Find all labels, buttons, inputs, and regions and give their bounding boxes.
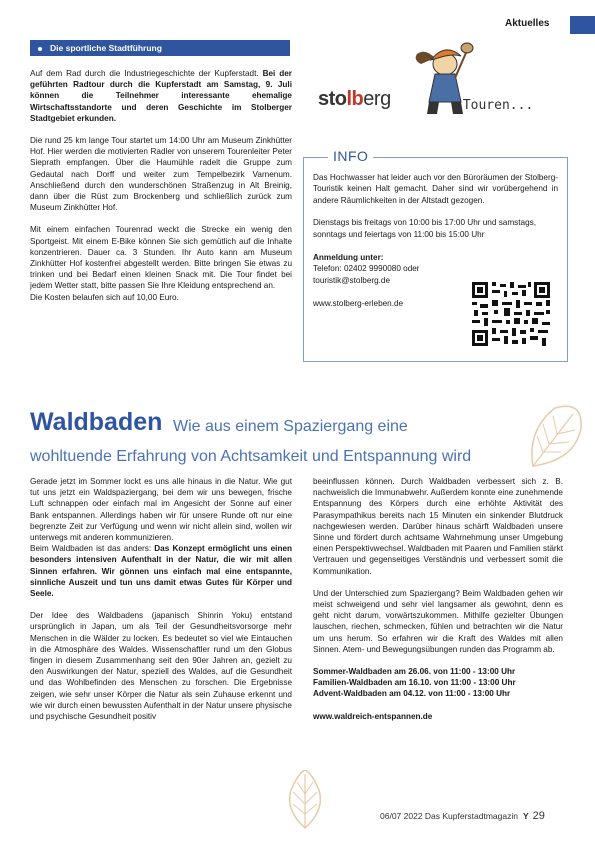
tour-cost: Die Kosten belaufen sich auf 10,00 Euro. <box>30 292 179 302</box>
leaf-icon <box>525 400 587 472</box>
info-registration-label: Anmeldung unter: <box>313 253 384 263</box>
stolberg-logo <box>318 88 391 111</box>
tour-intro-bold: Bei der geführten Radtour durch die Kupferstadt am Samstag, 9. Juli können die Teilnehmer interessante ehemalige Wirtschaftsstandorte und deren Geschichte im Stolberger Stadtgebiet erkunden. <box>30 69 292 123</box>
info-email[interactable]: touristik@stolberg.de <box>313 275 391 285</box>
section-heading: Die sportliche Stadtführung <box>50 43 162 53</box>
logo-part-2: lb <box>346 88 364 110</box>
info-text-1: Das Hochwasser hat leider auch vor den Büroräumen der Stolberg-Touristik keinen Halt gemacht. Daher sind wir vorübergehend in andere Räumlichkeiten in der Altstadt gezogen. <box>313 173 558 205</box>
footer-issue: 06/07 2022 Das Kupferstadtmagazin <box>380 811 518 821</box>
waldbaden-right-column <box>313 476 563 733</box>
waldbaden-p2-plain: Beim Waldbaden ist das anders: <box>30 544 155 554</box>
page-footer <box>380 810 545 822</box>
qr-code-icon[interactable] <box>470 280 552 348</box>
info-phone: Telefon: 02402 9990080 oder <box>313 264 420 274</box>
waldbaden-paragraph-1: Gerade jetzt im Sommer lockt es uns alle hinaus in die Natur. Wie gut tut uns jetzt ein Waldspaziergang, bei dem wir uns bewegen, frische Luft schnappen oder einfach mal im Angesicht der Sonne auf einer Bank entspannen. Allerdings haben wir für unsere Runde oft nur eine begrenzte Zeit zur Verfügung und wenn wir nicht allein sind, wollen wir unterwegs mit anderen kommunizieren. <box>30 477 292 543</box>
page-number: 29 <box>532 810 545 822</box>
waldbaden-paragraph-5: Und der Unterschied zum Spaziergang? Beim Waldbaden gehen wir meist schweigend und sehr viel langsamer als gewohnt, denn es geht nicht darum, vorwärtszukommen. Mithilfe gezielter Übungen lauschen, riechen, schmecken, fühlen und betrachten wir die Natur um uns herum. So erfahren wir die Kraft des Waldes mit allen Sinnen. Atem- und Bewegungsübungen runden das Programm ab. <box>313 588 563 654</box>
section-heading-bar <box>30 40 290 56</box>
waldbaden-title: Waldbaden <box>30 408 163 436</box>
tour-paragraph-3: Mit einem einfachen Tourenrad weckt die Strecke ein wenig den Sportgeist. Mit einem E-Bike können Sie sich gemütlich auf die Inhalte konzentrieren. Dauer ca. 3 Stunden. Ihr Auto kann am Museum Zinkhütter Hof kostenfrei abgestellt werden. Bitte bringen Sie etwas zu trinken und bei Bedarf einen kleinen Snack mit. Die Tour findet bei jedem Wetter statt, bitte passen Sie Ihre Kleidung entsprechend an. <box>30 225 292 291</box>
waldbaden-paragraph-4: beeinflussen können. Durch Waldbaden verbessert sich z. B. nachweislich die Immunabwehr. Außerdem konnte eine zunehmende Entspannung des Körpers durch eine erhöhte Aktivität des Parasympathikus bereits nach 15 Minuten ein sinkender Blutdruck nachgewiesen werden. Darüber hinaus schärft Waldbaden unsere Sinne und fördert durch achtsame Wahrnehmung unser Umgebung einen Perspektivwechsel. Waldbaden mit Paaren und Familien stärkt Vertrauen und gegenseitiges Verständnis und verbessert somit die Kommunikation. <box>313 477 563 576</box>
tour-paragraph-1 <box>30 68 292 124</box>
waldbaden-left-column <box>30 476 292 722</box>
tour-paragraph-2: Die rund 25 km lange Tour startet um 14:00 Uhr am Museum Zinkhütter Hof. Hier werden die motivierten Radler von unserem Tourenleiter Peter Sieprath empfangen. Über die Haumühle radelt die Gruppe zum Gedautal nach Dorff und weiter zum Tempelbezirk Varnenum. Anschließend durch den wunderschönen Straßenzug in Alt Breinig, dann über die Rüst zum Brockenberg und schließlich zurück zum Museum Zinkhütter Hof. <box>30 136 292 213</box>
section-label: Aktuelles <box>505 18 550 29</box>
info-hours: Dienstags bis freitags von 10:00 bis 17:00 Uhr und samstags, sonntags und feiertags von 11:00 bis 15:00 Uhr <box>313 218 537 239</box>
corner-bar <box>570 16 595 34</box>
tour-article <box>30 68 292 303</box>
tour-intro: Auf dem Rad durch die Industriegeschichte der Kupferstadt. <box>30 69 263 78</box>
waldbaden-p2-bold: Das Konzept ermöglicht uns einen besonders intensiven Aufenthalt in der Natur, die wir mit allen Sinnen erfahren. Wir gönnen uns einfach mal eine entspannte, sinnliche Auszeit und tun uns damit etwas Gutes für Körper und Seele. <box>30 544 293 599</box>
info-website[interactable]: www.stolberg-erleben.de <box>313 299 404 309</box>
touren-tagline: -Touren... <box>455 98 534 113</box>
waldbaden-website[interactable]: www.waldreich-entspannen.de <box>313 711 433 721</box>
waldbaden-date-2: Familien-Waldbaden am 16.10. von 11:00 - 13:00 Uhr <box>313 678 516 688</box>
bullet-icon <box>38 47 42 51</box>
waldbaden-paragraph-3: Der Idee des Waldbadens (japanisch Shinrin Yoku) entstand ursprünglich in Japan, um als Teil der Gesundheitsvorsorge mehr Menschen in die Wälder zu locken. Es bedeutet so viel wie Eintauchen in die Atmosphäre des Waldes. Wissenschaftler rund um den Globus fingen in diesem Zusammenhang seit den 90er Jahren an, gezielt zu den Auswirkungen der Natur, speziell des Waldes, auf die Gesundheit und das Wohlbefinden des Menschen zu forschen. Die Ergebnisse zeigen, wie sehr unser Körper die Natur als sein Zuhause erkennt und wie wir durch einen bewussten Aufenthalt in der Natur unsere physische und psychische Gesundheit positiv <box>30 611 292 722</box>
footer-mark: Y <box>522 811 529 821</box>
leaf-icon-bottom <box>285 770 325 830</box>
info-title: INFO <box>328 148 373 164</box>
waldbaden-subtitle-1: Wie aus einem Spaziergang eine <box>173 418 408 435</box>
logo-part-3: erg <box>363 88 391 110</box>
waldbaden-subtitle-2: wohltuende Erfahrung von Achtsamkeit und Entspannung wird <box>30 448 472 465</box>
logo-part-1: sto <box>318 88 347 110</box>
waldbaden-date-1: Sommer-Waldbaden am 26.06. von 11:00 - 13:00 Uhr <box>313 667 516 677</box>
waldbaden-paragraph-2 <box>30 543 292 599</box>
waldbaden-date-3: Advent-Waldbaden am 04.12. von 11:00 - 13:00 Uhr <box>313 689 511 699</box>
